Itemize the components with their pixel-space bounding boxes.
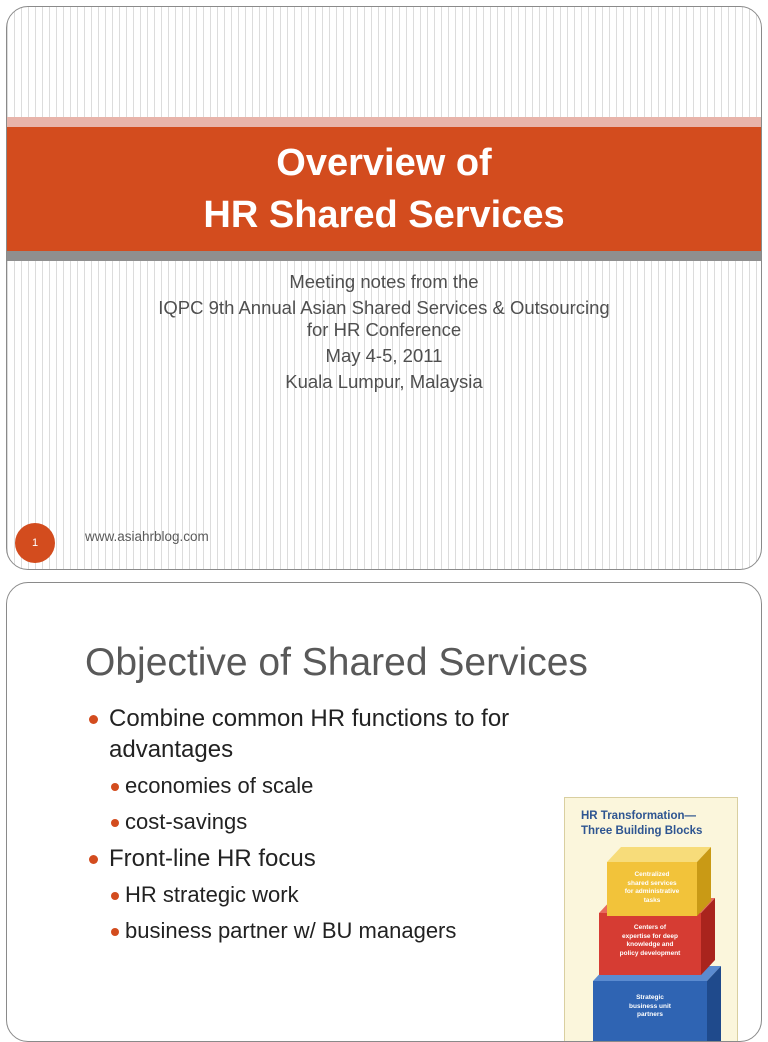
block-label-centers-of-expertise [599, 924, 701, 958]
block-label-line: knowledge and [626, 941, 674, 948]
block-label-line: partners [636, 1011, 663, 1018]
block-label-line: policy development [619, 949, 681, 957]
title-line-1: Overview of [276, 142, 492, 184]
slide-2 [6, 582, 762, 1042]
sub-bullet-item: HR strategic work [109, 880, 559, 910]
block-label-line: Centers of [633, 924, 667, 931]
block-label-shared-services [607, 871, 697, 905]
subtitle-line: May 4-5, 2011 [325, 345, 443, 366]
slide-1 [6, 6, 762, 570]
block-label-line: for administrative [624, 888, 680, 895]
sub-bullet-item: business partner w/ BU managers [109, 916, 559, 946]
block-label-line: business unit [629, 1002, 671, 1010]
bullet-item: Combine common HR functions to for advantages [89, 703, 559, 765]
subtitle-line: Meeting notes from the [289, 271, 479, 292]
sub-bullet-item: cost-savings [109, 807, 559, 837]
block-label-line: expertise for deep [622, 932, 678, 940]
bullet-item: Front-line HR focus [89, 843, 559, 874]
sub-bullet-item: economies of scale [109, 771, 559, 801]
block-label-strategic-partners [593, 994, 707, 1020]
slide-number-badge: 1 [15, 523, 55, 563]
bullet-list [89, 703, 559, 952]
block-label-line: Strategic [636, 994, 664, 1001]
figure-title-line-1: HR Transformation— [581, 810, 697, 822]
slide-1-subtitle [67, 271, 701, 393]
subtitle-line: for HR Conference [306, 319, 462, 340]
slide-1-title [7, 137, 761, 241]
subtitle-line: IQPC 9th Annual Asian Shared Services & Outsourcing [158, 297, 610, 318]
title-band [7, 117, 761, 261]
block-label-line: shared services [627, 879, 677, 887]
title-band-bottom-stripe [7, 251, 761, 261]
title-line-2: HR Shared Services [203, 194, 565, 236]
block-label-line: Centralized [634, 871, 670, 878]
hr-transformation-figure [564, 797, 738, 1042]
footer-url: www.asiahrblog.com [85, 529, 209, 544]
slide-2-title: Objective of Shared Services [85, 641, 588, 684]
subtitle-line: Kuala Lumpur, Malaysia [285, 371, 483, 392]
figure-title-line-2: Three Building Blocks [581, 825, 703, 837]
title-band-top-stripe [7, 117, 761, 127]
block-label-line: tasks [643, 896, 661, 904]
